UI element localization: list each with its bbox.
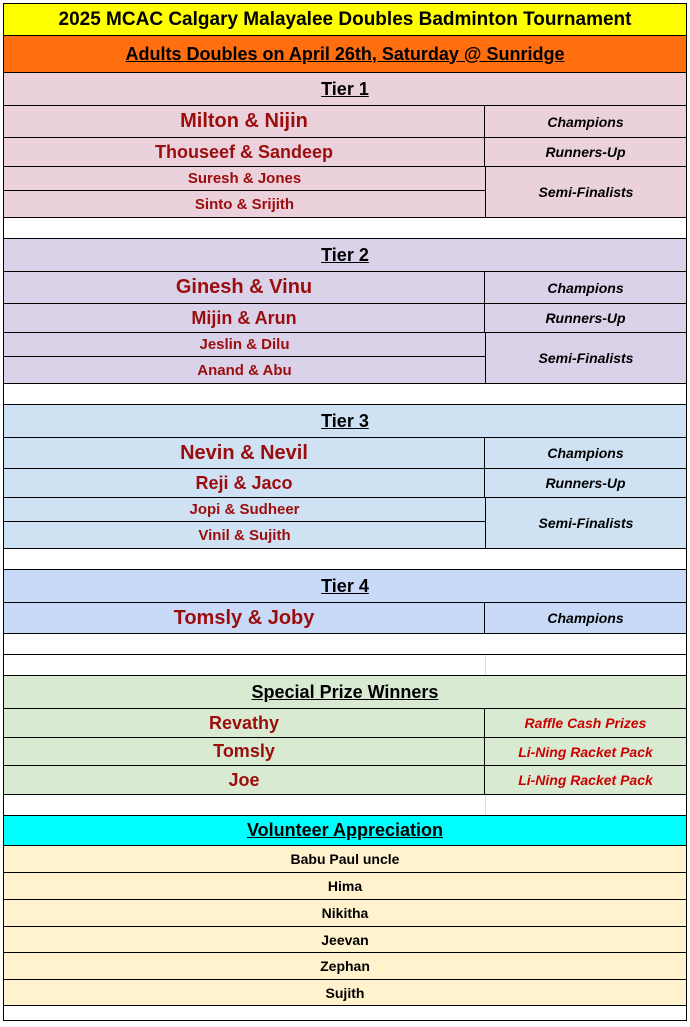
volunteer-name: Jeevan — [321, 931, 369, 948]
volunteer-row — [3, 846, 687, 873]
subtitle-row — [3, 36, 687, 73]
tier-2-label: Tier 2 — [321, 244, 369, 265]
tier-2-semi-finalist: Jeslin & Dilu — [4, 333, 485, 357]
spacer-row — [3, 795, 687, 816]
volunteer-name: Nikitha — [321, 905, 369, 921]
tier-1-champions: Milton & Nijin — [4, 106, 485, 137]
tier-3-runners-up-label: Runners-Up — [545, 475, 626, 491]
special-prize-award: Li-Ning Racket Pack — [518, 743, 653, 760]
results-sheet — [3, 3, 687, 1021]
volunteers-label: Volunteer Appreciation — [246, 820, 444, 840]
tier-4-header — [3, 570, 687, 603]
tier-4-champions-label: Champions — [547, 610, 624, 626]
volunteer-row — [3, 980, 687, 1006]
tier-3-champions-label: Champions — [547, 445, 624, 461]
tier-2-runners-up: Mijin & Arun — [4, 304, 485, 332]
tier-2-semi-finalists-label: Semi-Finalists — [538, 350, 634, 366]
volunteer-row — [3, 927, 687, 953]
spacer-row — [3, 549, 687, 570]
tier-3-semi-finalists-label: Semi-Finalists — [538, 515, 634, 531]
tier-2-runners-up-row — [3, 304, 687, 333]
spacer-row — [3, 655, 687, 676]
volunteer-row — [3, 873, 687, 900]
tier-3-header — [3, 405, 687, 438]
spacer-row — [3, 1006, 687, 1021]
tier-1-champions-row — [3, 106, 687, 138]
tier-2-runners-up-label: Runners-Up — [545, 310, 626, 326]
volunteer-row — [3, 900, 687, 927]
sheet-title: 2025 MCAC Calgary Malayalee Doubles Badminton Tournament — [58, 8, 632, 30]
special-prizes-header — [3, 676, 687, 709]
tier-1-header — [3, 73, 687, 106]
tier-2-champions-label: Champions — [547, 279, 624, 296]
tier-1-runners-up-label: Runners-Up — [545, 144, 626, 160]
special-prize-award: Raffle Cash Prizes — [524, 715, 647, 731]
volunteer-name: Sujith — [325, 984, 365, 1001]
special-prize-row — [3, 766, 687, 795]
tier-2-header — [3, 239, 687, 272]
title-row — [3, 3, 687, 36]
tier-3-semi-finalist: Jopi & Sudheer — [4, 498, 485, 522]
tier-1-semi-finalists-label: Semi-Finalists — [538, 184, 634, 200]
spacer-row — [3, 634, 687, 655]
special-prize-row — [3, 709, 687, 738]
spacer-row — [3, 218, 687, 239]
tier-3-runners-up: Reji & Jaco — [4, 469, 485, 497]
tier-2-champions: Ginesh & Vinu — [4, 272, 485, 303]
tier-1-semi-finalist: Suresh & Jones — [4, 167, 485, 191]
tier-1-runners-up: Thouseef & Sandeep — [4, 138, 485, 166]
tier-1-semi-finalists-row — [3, 167, 687, 218]
special-prize-row — [3, 738, 687, 766]
tier-3-label: Tier 3 — [321, 410, 369, 431]
volunteers-header — [3, 816, 687, 846]
volunteer-name: Babu Paul uncle — [290, 851, 400, 867]
tier-2-semi-finalist: Anand & Abu — [197, 361, 292, 379]
tier-3-runners-up-row — [3, 469, 687, 498]
event-subtitle: Adults Doubles on April 26th, Saturday @ Sunridge — [125, 43, 565, 64]
tier-1-champions-label: Champions — [547, 113, 624, 130]
volunteer-row — [3, 953, 687, 980]
tier-3-semi-finalist: Vinil & Sujith — [198, 526, 291, 544]
tier-4-champions: Tomsly & Joby — [4, 603, 485, 633]
tier-1-semi-finalist: Sinto & Srijith — [194, 195, 295, 213]
tier-2-semi-finalists-row — [3, 333, 687, 384]
tier-4-label: Tier 4 — [321, 575, 369, 596]
tier-3-champions-row — [3, 438, 687, 469]
tier-3-semi-finalists-row — [3, 498, 687, 549]
volunteer-name: Zephan — [320, 958, 370, 974]
volunteer-name: Hima — [327, 878, 363, 894]
special-prizes-label: Special Prize Winners — [251, 681, 439, 702]
special-prize-winner: Revathy — [4, 709, 485, 737]
tier-2-champions-row — [3, 272, 687, 304]
tier-3-champions: Nevin & Nevil — [4, 438, 485, 468]
spacer-row — [3, 384, 687, 405]
tier-1-runners-up-row — [3, 138, 687, 167]
special-prize-winner: Joe — [4, 766, 485, 794]
special-prize-award: Li-Ning Racket Pack — [518, 772, 653, 788]
tier-4-champions-row — [3, 603, 687, 634]
special-prize-winner: Tomsly — [4, 738, 485, 765]
tier-1-label: Tier 1 — [321, 78, 369, 99]
